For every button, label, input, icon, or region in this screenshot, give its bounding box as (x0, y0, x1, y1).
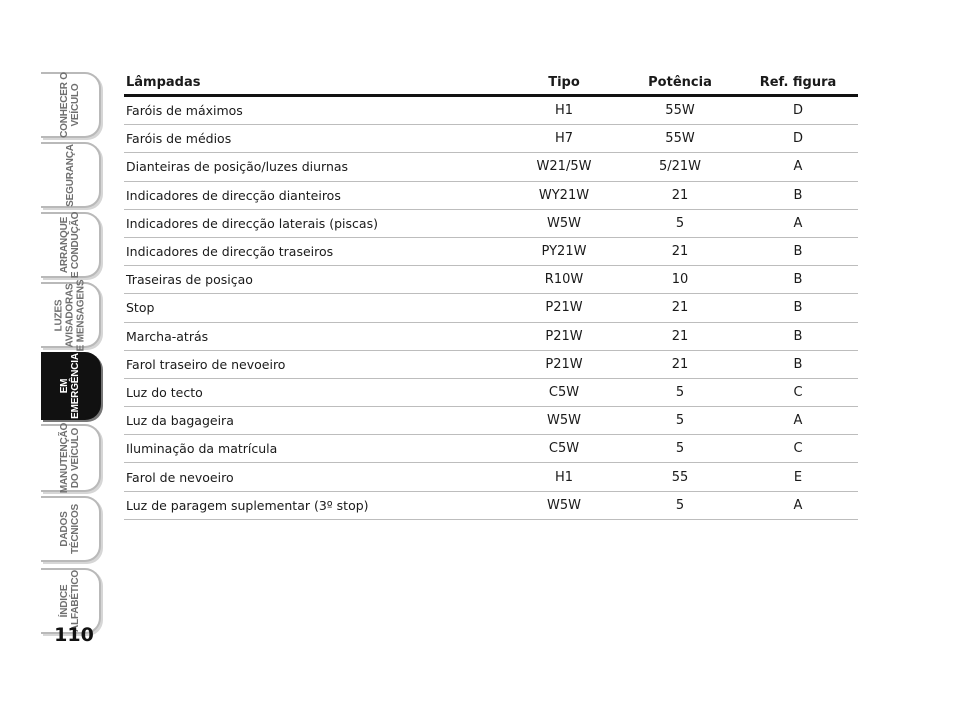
cell-ref-figura: D (792, 103, 803, 119)
cell-potencia: 10 (671, 272, 689, 288)
cell-lamp: Luz de paragem suplementar (3º stop) (126, 497, 369, 513)
cell-ref-figura: A (793, 497, 803, 513)
table-row (124, 210, 858, 238)
table-row (124, 97, 858, 125)
cell-ref-figura: B (793, 272, 803, 288)
cell-tipo: H1 (554, 469, 574, 485)
tab-seguranca[interactable] (41, 142, 101, 208)
cell-potencia: 21 (671, 328, 689, 344)
cell-ref-figura: A (793, 159, 803, 175)
cell-tipo: C5W (548, 384, 580, 400)
cell-ref-figura: A (793, 215, 803, 231)
tab-em-emergencia[interactable] (41, 352, 101, 420)
table-row (124, 182, 858, 210)
cell-potencia: 5 (675, 215, 685, 231)
cell-tipo: C5W (548, 441, 580, 457)
table-row (124, 294, 858, 322)
tab-label: CONHECER O VEÍCULO (59, 72, 82, 138)
tab-label: MANUTENÇÃO DO VEÍCULO (59, 422, 81, 494)
tab-manutencao-do-veiculo[interactable] (41, 424, 101, 492)
cell-tipo: H7 (554, 131, 574, 147)
header-potencia: Potência (648, 74, 712, 90)
tab-arranque-e-conducao[interactable] (41, 212, 101, 278)
table-row (124, 266, 858, 294)
table-row (124, 125, 858, 153)
table-row (124, 379, 858, 407)
table-row (124, 463, 858, 491)
cell-lamp: Indicadores de direcção laterais (piscas) (126, 215, 378, 231)
cell-lamp: Dianteiras de posição/luzes diurnas (126, 159, 349, 175)
cell-lamp: Iluminação da matrícula (126, 441, 278, 457)
cell-tipo: R10W (544, 272, 584, 288)
cell-potencia: 5/21W (658, 159, 702, 175)
cell-potencia: 5 (675, 441, 685, 457)
table-row (124, 407, 858, 435)
cell-lamp: Indicadores de direcção traseiros (126, 244, 334, 260)
table-body (124, 97, 858, 520)
cell-tipo: W5W (547, 215, 581, 231)
tab-luzes-avisadoras[interactable] (41, 279, 101, 351)
cell-ref-figura: B (793, 187, 803, 203)
lamp-table (124, 70, 858, 520)
cell-ref-figura: C (793, 441, 803, 457)
cell-ref-figura: D (792, 131, 803, 147)
cell-potencia: 55W (665, 103, 695, 119)
cell-tipo: W5W (547, 413, 581, 429)
cell-potencia: 5 (675, 497, 685, 513)
cell-potencia: 5 (675, 384, 685, 400)
cell-tipo: PY21W (541, 244, 587, 260)
cell-potencia: 55 (671, 469, 689, 485)
cell-tipo: P21W (545, 300, 583, 316)
tab-conhecer-o-veiculo[interactable] (41, 72, 101, 138)
cell-lamp: Faróis de máximos (126, 103, 243, 119)
cell-tipo: W5W (547, 497, 581, 513)
table-row (124, 492, 858, 520)
cell-potencia: 21 (671, 187, 689, 203)
cell-lamp: Luz da bagageira (126, 413, 234, 429)
table-row (124, 351, 858, 379)
cell-lamp: Farol traseiro de nevoeiro (126, 356, 286, 372)
cell-lamp: Traseiras de posiçao (126, 272, 253, 288)
table-row (124, 238, 858, 266)
cell-lamp: Luz do tecto (126, 384, 203, 400)
cell-tipo: P21W (545, 356, 583, 372)
cell-lamp: Stop (126, 300, 155, 316)
table-row (124, 435, 858, 463)
tab-label: ÍNDICE ALFABÉTICO (59, 570, 82, 632)
cell-potencia: 21 (671, 300, 689, 316)
cell-potencia: 5 (675, 413, 685, 429)
cell-ref-figura: B (793, 328, 803, 344)
cell-potencia: 55W (665, 131, 695, 147)
tab-label: DADOS TÉCNICOS (58, 503, 81, 555)
table-row (124, 153, 858, 181)
tab-dados-tecnicos[interactable] (41, 496, 101, 562)
tab-label: ARRANQUE E CONDUÇÃO (59, 211, 81, 279)
tab-label: LUZES AVISADORAS E MENSAGENS (53, 279, 87, 351)
cell-tipo: H1 (554, 103, 574, 119)
cell-ref-figura: A (793, 413, 803, 429)
cell-lamp: Indicadores de direcção dianteiros (126, 187, 341, 203)
cell-potencia: 21 (671, 356, 689, 372)
tab-label: SEGURANÇA (64, 143, 76, 207)
table-header (124, 70, 858, 97)
cell-lamp: Farol de nevoeiro (126, 469, 234, 485)
header-lamp: Lâmpadas (126, 74, 201, 90)
cell-potencia: 21 (671, 244, 689, 260)
cell-ref-figura: B (793, 356, 803, 372)
cell-ref-figura: C (793, 384, 803, 400)
cell-lamp: Marcha-atrás (126, 328, 209, 344)
cell-lamp: Faróis de médios (126, 131, 232, 147)
cell-tipo: WY21W (538, 187, 590, 203)
table-row (124, 323, 858, 351)
header-tipo: Tipo (548, 74, 580, 90)
page-number: 110 (54, 624, 94, 646)
cell-tipo: P21W (545, 328, 583, 344)
cell-tipo: W21/5W (536, 159, 592, 175)
tab-label: EM EMERGÊNCIA (59, 353, 82, 419)
cell-ref-figura: B (793, 244, 803, 260)
cell-ref-figura: E (793, 469, 803, 485)
header-ref-figura: Ref. figura (759, 74, 837, 90)
cell-ref-figura: B (793, 300, 803, 316)
